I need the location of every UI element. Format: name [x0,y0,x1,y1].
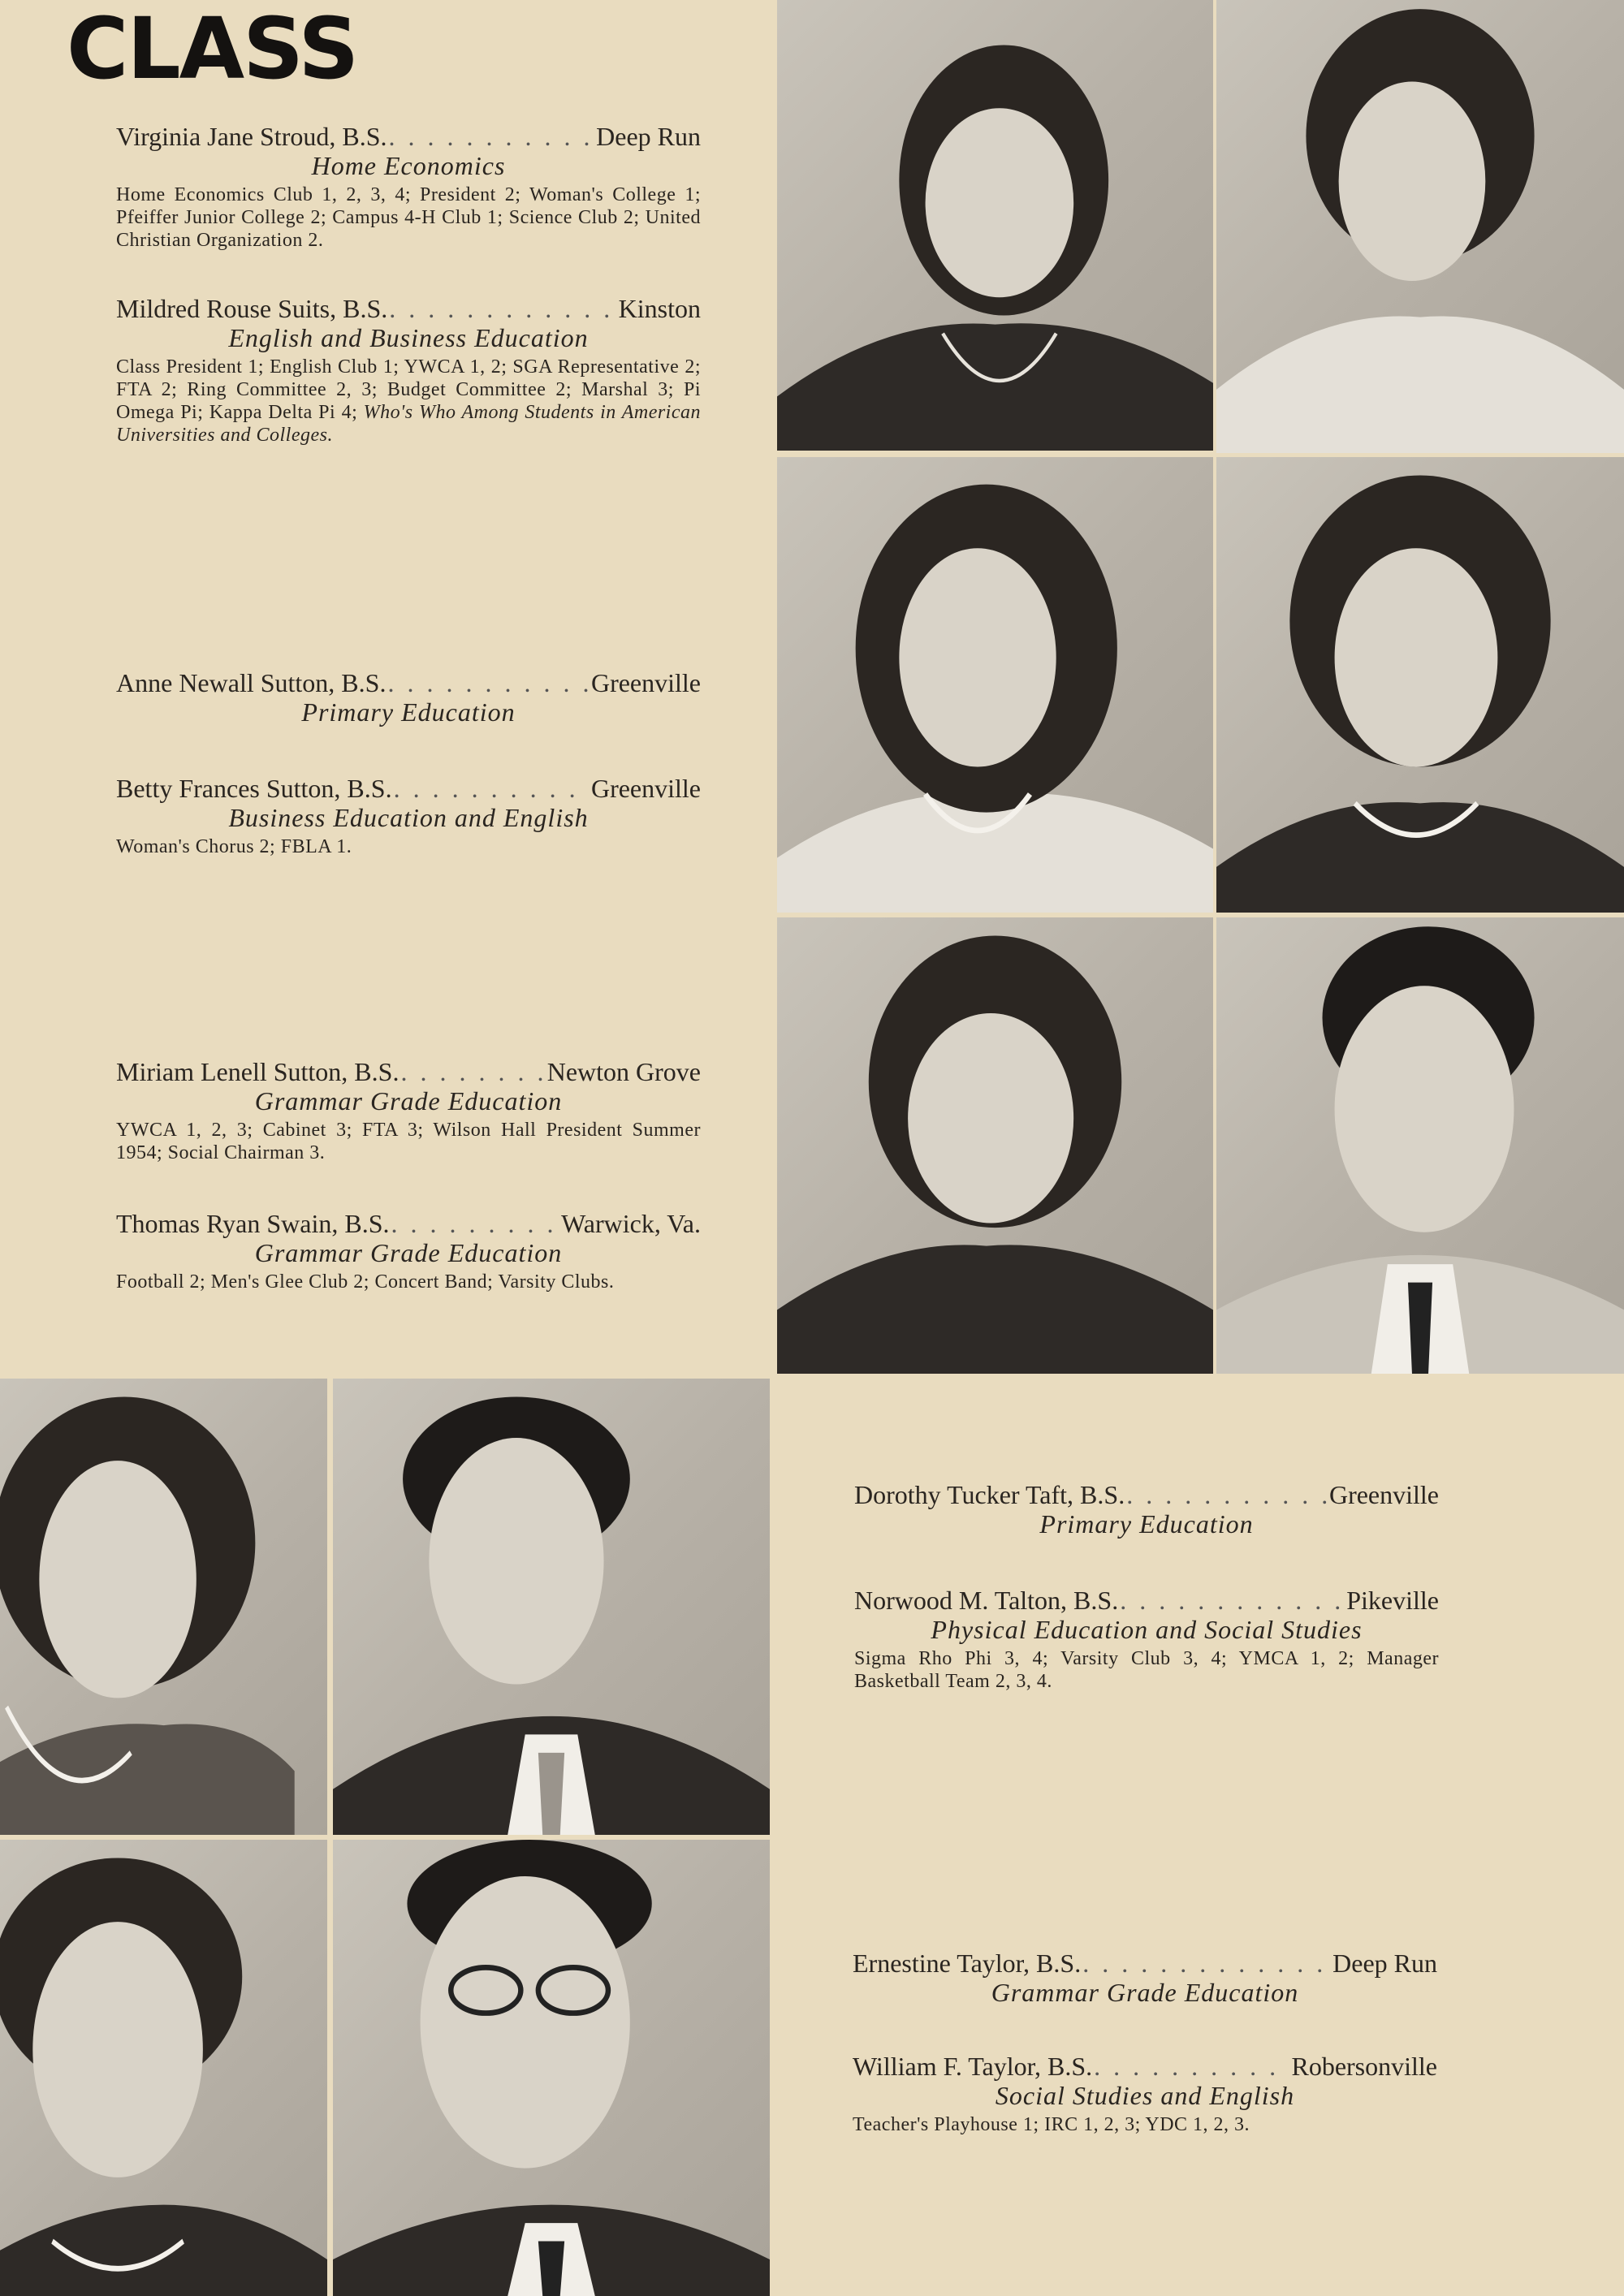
student-activities: Woman's Chorus 2; FBLA 1. [116,836,352,857]
portrait-photo [777,457,1213,913]
student-name: Thomas Ryan Swain, B.S. [116,1209,390,1238]
student-major: Grammar Grade Education [254,1238,563,1267]
student-activities: Football 2; Men's Glee Club 2; Concert Band; Varsity Clubs. [116,1271,615,1293]
student-name: Virginia Jane Stroud, B.S. [116,122,387,151]
student-entry [116,668,701,727]
student-activities [116,356,701,447]
student-entry [116,122,701,252]
portrait-female-dark-sweater [777,0,1213,451]
student-hometown: Deep Run [1332,1949,1437,1978]
student-hometown: Greenville [590,668,701,697]
portrait-photo [1216,917,1624,1374]
dot-leader [394,774,590,803]
portrait-male-suit [333,1379,770,1835]
portrait-female-dark-sweater [0,1840,327,2296]
student-entry [854,1480,1439,1539]
portrait-female-dark-sweater [0,1379,327,1835]
student-entry [854,1586,1439,1693]
student-entry [853,1949,1437,2007]
portrait-female-dark-sweater [777,917,1213,1374]
student-major: Grammar Grade Education [254,1086,563,1116]
student-hometown: Newton Grove [546,1057,701,1086]
dot-leader [387,668,590,697]
student-hometown: Robersonville [1291,2052,1437,2081]
dot-leader [1082,1949,1331,1978]
dot-leader [389,294,616,323]
student-entry [116,294,701,447]
student-hometown: Kinston [618,294,701,323]
portrait-photo [1216,457,1624,913]
student-hometown: Greenville [590,774,701,803]
dot-leader [391,1209,560,1238]
student-major: Grammar Grade Education [991,1978,1299,2007]
portrait-female-light-sweater [1216,0,1624,453]
student-major: Physical Education and Social Studies [931,1615,1363,1644]
dot-leader [1126,1480,1328,1509]
entry-name-line [854,1586,1439,1615]
entry-name-line [116,294,701,323]
student-entry [853,2052,1437,2136]
portrait-female-light-sweater [777,457,1213,913]
dot-leader [400,1057,545,1086]
student-hometown: Warwick, Va. [561,1209,701,1238]
student-major: Social Studies and English [995,2081,1295,2110]
entry-name-line [853,1949,1437,1978]
student-name: Ernestine Taylor, B.S. [853,1949,1082,1978]
student-activities: Teacher's Playhouse 1; IRC 1, 2, 3; YDC 1, 2, 3. [853,2114,1250,2135]
activities-text: Class President 1; English Club 1; YWCA 1, 2; SGA Representative 2; FTA 2; Ring Committee 2, 3; Budget Committee 2; Marshal 3; Pi Omega Pi; Kappa Delta Pi 4; [116,356,701,423]
student-hometown: Greenville [1328,1480,1439,1509]
portrait-photo [0,1840,327,2296]
portrait-photo [777,917,1213,1374]
dot-leader [1120,1586,1345,1615]
portrait-photo [333,1840,770,2296]
student-major: Business Education and English [228,803,589,832]
student-activities: Home Economics Club 1, 2, 3, 4; President 2; Woman's College 1; Pfeiffer Junior College 2; Campus 4-H Club 1; Science Club 2; United Christian Organization 2. [116,184,701,251]
student-activities: Sigma Rho Phi 3, 4; Varsity Club 3, 4; YMCA 1, 2; Manager Basketball Team 2, 3, 4. [854,1648,1439,1692]
portrait-male-glasses [333,1840,770,2296]
portrait-female-dark-sweater [1216,457,1624,913]
activities-italic: Who's Who Among Students in American Universities and Colleges. [116,402,702,446]
student-name: William F. Taylor, B.S. [853,2052,1093,2081]
student-major: English and Business Education [228,323,589,352]
entry-name-line [853,2052,1437,2081]
student-entry [116,1209,701,1293]
student-major: Primary Education [301,697,516,727]
student-name: Miriam Lenell Sutton, B.S. [116,1057,400,1086]
student-activities: YWCA 1, 2, 3; Cabinet 3; FTA 3; Wilson Hall President Summer 1954; Social Chairman 3. [116,1120,701,1163]
portrait-male-suit [1216,917,1624,1374]
entry-name-line [116,1057,701,1086]
dot-leader [388,122,594,151]
student-major: Primary Education [1039,1509,1254,1539]
portrait-photo [777,0,1213,451]
student-entry [116,1057,701,1164]
entry-name-line [116,774,701,803]
student-name: Anne Newall Sutton, B.S. [116,668,387,697]
entry-name-line [116,1209,701,1238]
student-name: Dorothy Tucker Taft, B.S. [854,1480,1125,1509]
portrait-photo [1216,0,1624,453]
entry-name-line [854,1480,1439,1509]
student-name: Norwood M. Talton, B.S. [854,1586,1119,1615]
student-name: Mildred Rouse Suits, B.S. [116,294,388,323]
portrait-photo [333,1379,770,1835]
student-hometown: Pikeville [1346,1586,1439,1615]
entry-name-line [116,668,701,697]
student-entry [116,774,701,858]
student-major: Home Economics [311,151,506,180]
entry-name-line [116,122,701,151]
portrait-photo [0,1379,327,1835]
student-name: Betty Frances Sutton, B.S. [116,774,392,803]
student-hometown: Deep Run [596,122,701,151]
dot-leader [1094,2052,1289,2081]
page-title: CLASS [67,0,358,98]
